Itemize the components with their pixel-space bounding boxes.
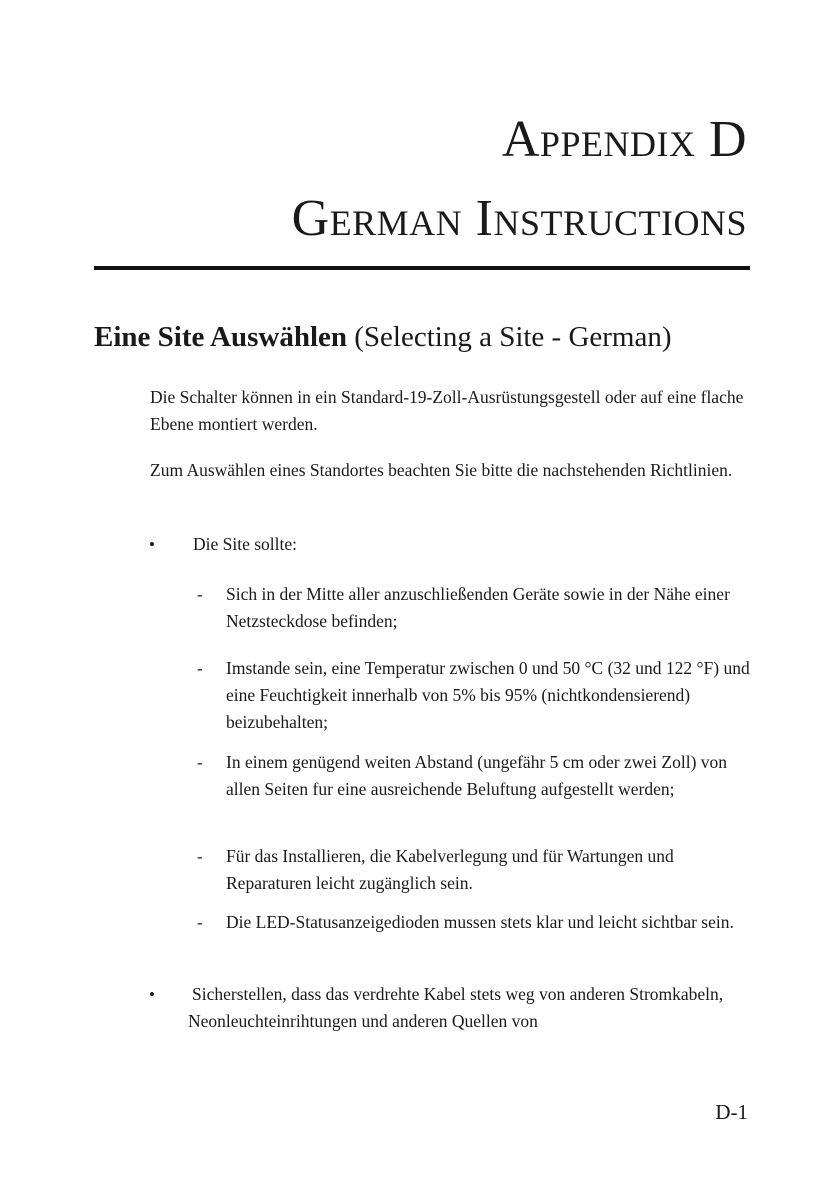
dash-marker: - — [197, 585, 203, 604]
dash-marker: - — [197, 753, 203, 772]
bullet-item-site-requirements: Die Site sollte: — [193, 534, 298, 554]
sub-item-ventilation: In einem genügend weiten Abstand (ungefähr 5 cm oder zwei Zoll) von allen Seiten fur eine ausreichende Beluftung aufgestellt werden; — [226, 752, 728, 799]
sub-item-location: Sich in der Mitte aller anzuschließenden Geräte sowie in der Nähe einer Netzsteckdose befinden; — [226, 584, 730, 631]
intro-paragraph: Die Schalter können in ein Standard-19-Zoll-Ausrüstungsgestell oder auf eine flache Ebene montiert werden. — [150, 387, 744, 434]
page-number: D-1 — [715, 1100, 748, 1124]
dash-marker: - — [197, 847, 203, 866]
bullet-marker: • — [149, 985, 155, 1004]
sub-item-temperature: Imstande sein, eine Temperatur zwischen 0 und 50 °C (32 und 122 °F) und eine Feuchtigkeit innerhalb von 5% bis 95% (nichtkondensierend) beizubehalten; — [226, 658, 750, 732]
sub-item-led-visibility: Die LED-Statusanzeigedioden mussen stets klar und leicht sichtbar sein. — [226, 912, 734, 932]
guidelines-paragraph: Zum Auswählen eines Standortes beachten Sie bitte die nachstehenden Richtlinien. — [150, 460, 733, 480]
title-divider — [94, 266, 750, 270]
bullet-item-cabling: Sicherstellen, dass das verdrehte Kabel stets weg von anderen Stromkabeln, Neonleuchteinrihtungen und anderen Quellen von — [188, 984, 724, 1031]
dash-marker: - — [197, 913, 203, 932]
dash-marker: - — [197, 659, 203, 678]
section-heading-bold: Eine Site Auswählen — [94, 321, 347, 353]
bullet-marker: • — [149, 535, 155, 554]
section-heading-subtitle: (Selecting a Site - German) — [354, 321, 672, 353]
chapter-title: German Instructions — [291, 190, 747, 247]
section-heading — [94, 322, 672, 354]
appendix-title: Appendix D — [501, 111, 747, 168]
sub-item-access: Für das Installieren, die Kabelverlegung und für Wartungen und Reparaturen leicht zugänglich sein. — [226, 846, 674, 893]
